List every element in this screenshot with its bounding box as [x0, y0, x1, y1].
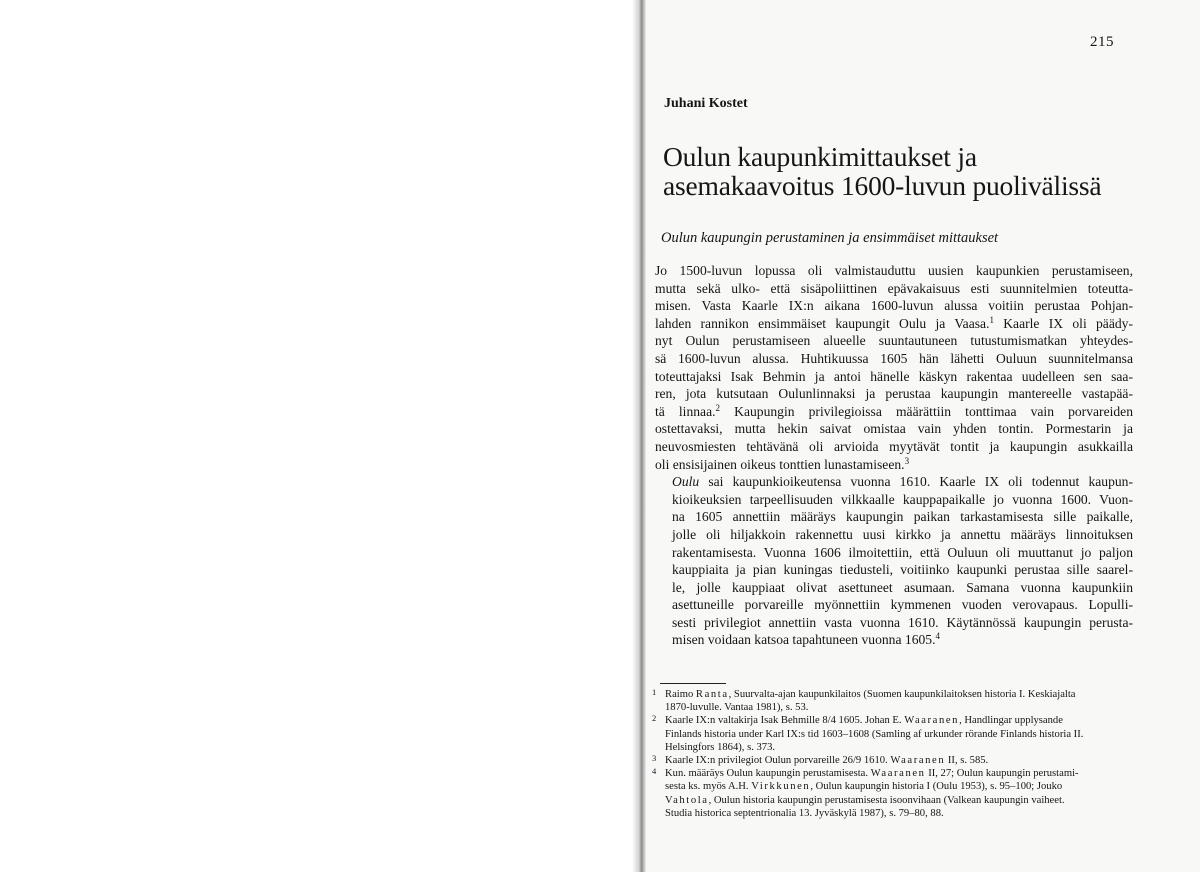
text-line: mutta sekä ulko- että sisäpoliittinen epävakaisuus esti suunnitelmien toteutta- [655, 280, 1133, 296]
paragraph-2 [655, 473, 1133, 649]
footnote-author-name: Waaranen [904, 715, 960, 727]
footnote-text: 1870-luvulle. Vantaa 1981), s. 53. [665, 702, 809, 714]
footnote-text: Kaarle IX:n privilegiot Oulun porvareille 26/9 1610. [665, 755, 891, 767]
text-line [655, 456, 1133, 474]
footnote-text: II, 27; Oulun kaupungin perustami- [925, 768, 1079, 780]
footnote-text: , Oulun kaupungin historia I (Oulu 1953), s. 95–100; Jouko [810, 781, 1063, 793]
footnote-author-name: Virkkunen [751, 781, 811, 793]
footnote-text: , Handlingar upplysande [959, 715, 1063, 727]
text-run: oli ensisijainen oikeus tonttien lunastamiseen. [655, 456, 905, 472]
text-line: ren, jota kutsutaan Oulunlinnaksi ja perustaa kaupungin mantereelle vastapää- [655, 386, 1133, 402]
text-line: kioikeuksien tarpeellisuuden vilkkaalle kauppapaikalle jo vuonna 1600. Vuon- [672, 491, 1133, 507]
text-line: neuvosmiesten tehtävänä oli arvioida myytävät tontit ja kaupungin asukkailla [655, 438, 1133, 454]
page-number: 215 [1090, 34, 1114, 50]
footnote-text: Kun. määräys Oulun kaupungin perustamisesta. [665, 768, 871, 780]
footnote-author-name: Waaranen [890, 755, 946, 767]
footnote-line [665, 780, 1132, 793]
footnote-text: Raimo [665, 689, 696, 700]
footnote-line [665, 767, 1132, 780]
title-line: Oulun kaupunkimittaukset ja [663, 141, 977, 172]
footnote-text: Studia historica septentrionalia 13. Jyväskylä 1987), s. 79–80, 88. [665, 807, 944, 819]
text-run: tä linnaa. [655, 403, 716, 419]
author-name: Juhani Kostet [664, 96, 748, 111]
footnote-2 [652, 714, 1132, 754]
footnote-text: , Suurvalta-ajan kaupunkilaitos (Suomen kaupunkilaitoksen historia I. Keskiajalta [728, 689, 1076, 700]
text-run: Kaupungin privilegioissa määrättiin tonttimaa vain porvareiden [720, 403, 1134, 419]
footnote-line [665, 754, 1132, 767]
title-line: asemakaavoitus 1600-luvun puolivälissä [663, 170, 1102, 201]
footnotes [652, 688, 1132, 820]
footnote-rule [660, 683, 726, 684]
text-line: sä 1600-luvun alussa. Huhtikuussa 1605 hän lähetti Ouluun suunnitelmansa [655, 350, 1133, 366]
text-line: rakentamisesta. Vuonna 1606 ilmoitettiin, että Ouluun oli muuttanut jo paljon [672, 544, 1133, 560]
footnote-mark: 1 [652, 687, 657, 697]
text-run: misen voidaan katsoa tapahtuneen vuonna 1605. [672, 632, 936, 648]
footnote-line [665, 688, 1132, 701]
text-line: na 1605 annettiin määräys kaupungin paikan tarkastamisesta sille paikalle, [672, 509, 1133, 525]
body-text [655, 262, 1133, 649]
text-line: le, jolle kauppiaat olivat asettuneet asumaan. Samana vuonna kaupunkiin [672, 579, 1133, 595]
footnote-author-name: Vahtola [665, 794, 709, 806]
footnote-mark: 4 [652, 766, 657, 777]
section-heading: Oulun kaupungin perustaminen ja ensimmäiset mittaukset [661, 230, 999, 246]
text-line [655, 315, 1133, 333]
text-line: jolle oli hiljakkoin rakennettu uusi kirkko ja annettu määräys linnoituksen [672, 526, 1133, 542]
footnote-line [665, 794, 1132, 807]
article-title [663, 142, 1183, 200]
footnote-line [665, 807, 1132, 820]
footnote-3 [652, 754, 1132, 767]
text-line: kauppiaita ja pian kuningas tiedusteli, voitiinko kaupunki perustaa sille saarel- [672, 562, 1133, 578]
footnote-1 [652, 688, 1132, 714]
footnote-text: Finlands historia under Karl IX:s tid 1603–1608 (Samling af urkunder rörande Finlands historia II. [665, 728, 1084, 740]
text-line: asettuneille porvareille myönnettiin kymmenen vuoden verovapaus. Lopulli- [672, 597, 1133, 613]
footnote-author-name: Ranta [695, 689, 729, 700]
footnote-text: , Oulun historia kaupungin perustamisesta isoonvihaan (Valkean kaupungin vaiheet. [708, 794, 1065, 806]
footnote-text: II, s. 585. [945, 755, 989, 767]
text-run-italic: Oulu [672, 474, 700, 490]
footnote-ref-3[interactable]: 3 [904, 455, 910, 466]
text-line: ostettavaksi, mutta hekin saivat omistaa vain yhden tontin. Pormestarin ja [655, 421, 1133, 437]
footnote-line [665, 741, 1132, 754]
text-line: misen. Vasta Kaarle IX:n aikana 1600-luvun alussa voitiin perustaa Pohjan- [655, 298, 1133, 314]
footnote-ref-1[interactable]: 1 [989, 314, 994, 325]
paragraph-1 [655, 262, 1133, 473]
footnote-line [665, 728, 1132, 741]
footnote-ref-4[interactable]: 4 [935, 631, 940, 642]
footnote-author-name: Waaranen [870, 768, 926, 780]
footnote-mark: 2 [652, 713, 657, 724]
footnote-text: Helsingfors 1864), s. 373. [665, 741, 776, 753]
text-line [655, 631, 1133, 649]
footnote-text: sesta ks. myös A.H. [665, 781, 752, 793]
text-line [655, 473, 1133, 491]
text-line: sesti privilegiot annettiin vasta vuonna 1610. Käytännössä kaupungin perusta- [672, 614, 1133, 630]
text-run: lahden rannikon ensimmäiset kaupungit Oulu ja Vaasa. [655, 315, 990, 331]
footnote-ref-2[interactable]: 2 [715, 402, 721, 413]
footnote-text: Kaarle IX:n valtakirja Isak Behmille 8/4 1605. Johan E. [665, 715, 905, 727]
text-run: Kaarle IX oli päädy- [993, 315, 1133, 331]
footnote-line [665, 701, 1132, 714]
footnote-mark: 3 [652, 753, 657, 764]
text-line: Jo 1500-luvun lopussa oli valmistauduttu uusien kaupunkien perustamiseen, [655, 263, 1133, 278]
text-line [655, 403, 1133, 421]
text-run: sai kaupunkioikeutensa vuonna 1610. Kaarle IX oli todennut kaupun- [699, 474, 1133, 490]
text-line: nyt Oulun perustamiseen alueelle suuntautuneen tutustumismatkan yhteydes- [655, 333, 1133, 349]
footnote-line [665, 714, 1132, 727]
text-line: toteuttajaksi Isak Behmin ja antoi hänelle käskyn rakentaa uudelleen sen saa- [655, 368, 1133, 384]
footnote-4 [652, 767, 1132, 820]
